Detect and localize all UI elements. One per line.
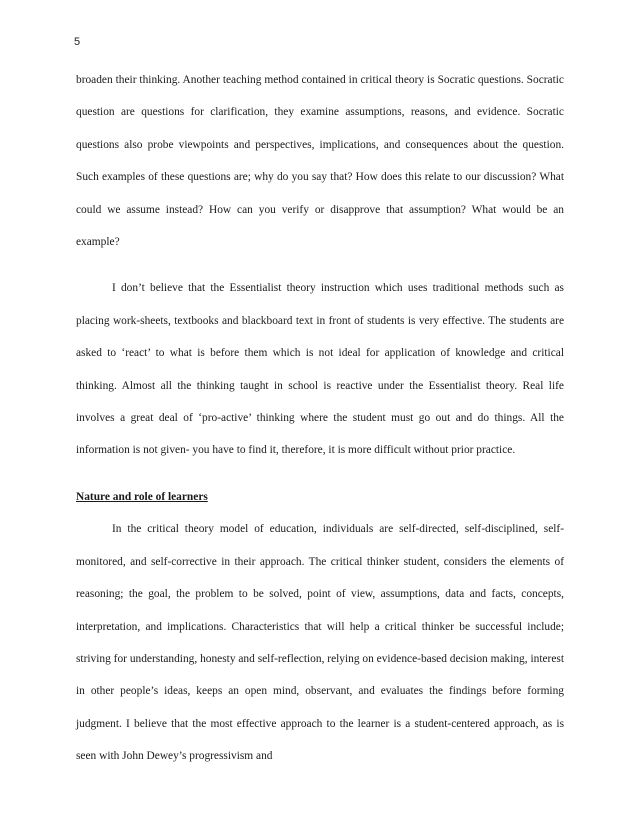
section-heading: Nature and role of learners [76,490,208,503]
paragraph-nature-of-learners: In the critical theory model of education, individuals are self-directed, self-disciplined, self-monitored, and self-corrective in their approach. The critical thinker student, considers the elements of reasoning; the goal, the problem to be solved, point of view, assumptions, data and facts, concepts, interpretation, and implications. Characteristics that will help a critical thinker be successful include; striving for understanding, honesty and self-reflection, relying on evidence-based decision making, interest in other people’s ideas, keeps an open mind, observant, and evaluates the findings before forming judgment. I believe that the most effective approach to the learner is a student-centered approach, as is seen with John Dewey’s progressivism and [76,523,564,763]
paragraph-socratic-questions: broaden their thinking. Another teaching method contained in critical theory is Socratic questions. Socratic question are questions for clarification, they examine assumptions, reasons, and evidence. Socratic questions also probe viewpoints and perspectives, implications, and consequences about the question. Such examples of these questions are; why do you say that? How does this relate to our discussion? What could we assume instead? How can you verify or disapprove that assumption? What would be an example? [76,74,564,249]
paragraph-essentialist-theory: I don’t believe that the Essentialist theory instruction which uses traditional methods such as placing work-sheets, textbooks and blackboard text in front of students is very effective. The students are asked to ‘react’ to what is before them which is not ideal for application of knowledge and critical thinking. Almost all the thinking taught in school is reactive under the Essentialist theory. Real life involves a great deal of ‘pro-active’ thinking where the student must go out and do things. All the information is not given- you have to find it, therefore, it is more difficult without prior practice. [76,282,564,457]
paragraph-gap [76,467,564,481]
paragraph-gap [76,258,564,272]
page-number: 5 [74,36,81,48]
document-body [76,64,564,773]
